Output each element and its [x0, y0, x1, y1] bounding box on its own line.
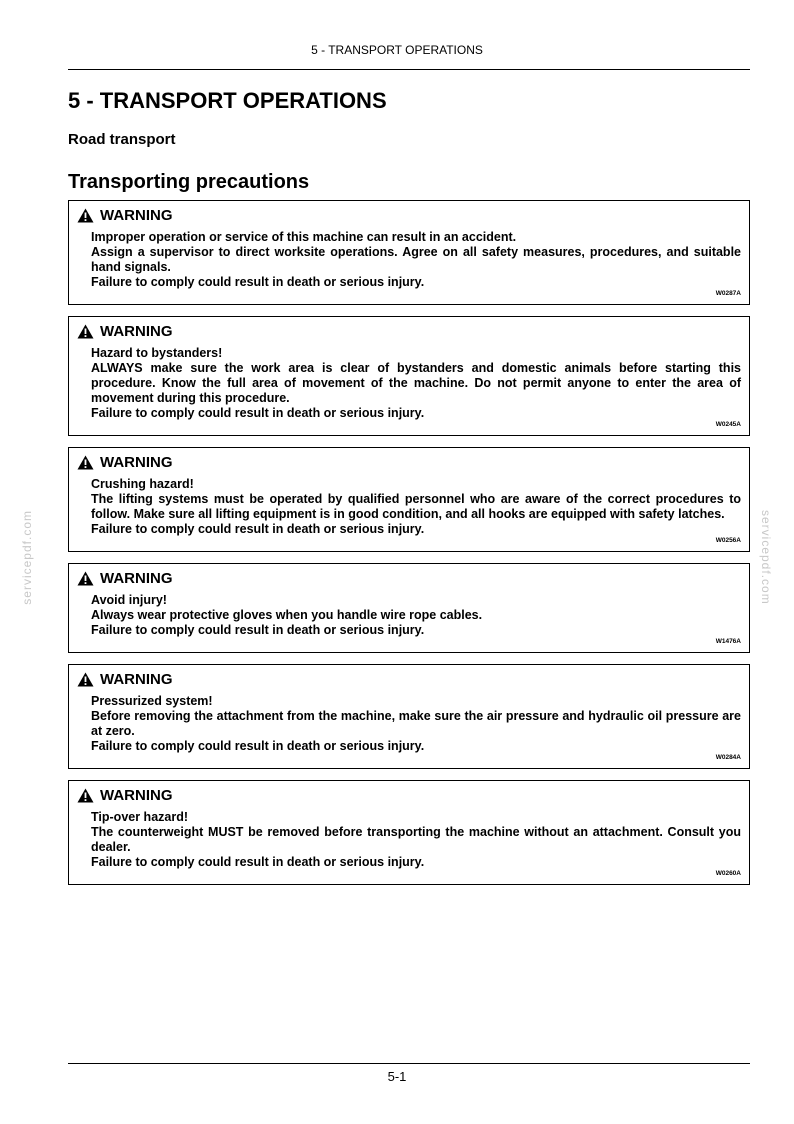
warning-line: Crushing hazard! — [91, 477, 194, 491]
header-divider — [68, 69, 750, 70]
warning-line: Before removing the attachment from the machine, make sure the air pressure and hydraulic oil pressure are at zero. — [91, 709, 741, 738]
warning-heading-text: WARNING — [100, 322, 173, 340]
warning-body — [91, 694, 741, 754]
warning-line: Hazard to bystanders! — [91, 346, 223, 360]
warning-body — [91, 477, 741, 537]
section-title: Road transport — [68, 131, 176, 148]
warning-list — [68, 200, 750, 896]
warning-body — [91, 346, 741, 421]
warning-heading — [77, 322, 741, 340]
watermark-right: servicepdf.com — [759, 510, 773, 605]
warning-line: Tip-over hazard! — [91, 810, 189, 824]
warning-line: Failure to comply could result in death or serious injury. — [91, 522, 425, 536]
warning-heading-text: WARNING — [100, 569, 173, 587]
warning-heading-text: WARNING — [100, 206, 173, 224]
warning-line: Failure to comply could result in death or serious injury. — [91, 275, 425, 289]
warning-box — [68, 780, 750, 885]
warning-box — [68, 447, 750, 552]
warning-triangle-icon — [77, 208, 94, 223]
warning-line: Failure to comply could result in death or serious injury. — [91, 855, 425, 869]
warning-box — [68, 664, 750, 769]
warning-line: The counterweight MUST be removed before transporting the machine without an attachment. Consult you dealer. — [91, 825, 741, 854]
warning-line: Avoid injury! — [91, 593, 167, 607]
warning-code: W0256A — [715, 537, 741, 544]
warning-heading-text: WARNING — [100, 786, 173, 804]
warning-line: Always wear protective gloves when you handle wire rope cables. — [91, 608, 483, 622]
warning-code: W0284A — [715, 754, 741, 761]
warning-triangle-icon — [77, 672, 94, 687]
warning-triangle-icon — [77, 455, 94, 470]
warning-line: ALWAYS make sure the work area is clear of bystanders and domestic animals before starting this procedure. Know the full area of movement of the machine. Do not permit anyone to enter the area of movement during this procedure. — [91, 361, 741, 405]
warning-heading — [77, 569, 741, 587]
warning-heading-text: WARNING — [100, 453, 173, 471]
warning-triangle-icon — [77, 788, 94, 803]
warning-line: Improper operation or service of this machine can result in an accident. — [91, 230, 517, 244]
warning-body — [91, 810, 741, 870]
running-header: 5 - TRANSPORT OPERATIONS — [311, 43, 483, 57]
warning-heading-text: WARNING — [100, 670, 173, 688]
warning-code: W0245A — [715, 421, 741, 428]
warning-heading — [77, 453, 741, 471]
warning-body — [91, 230, 741, 290]
warning-box — [68, 563, 750, 653]
warning-heading — [77, 670, 741, 688]
warning-line: Failure to comply could result in death or serious injury. — [91, 406, 425, 420]
warning-triangle-icon — [77, 571, 94, 586]
footer-divider — [68, 1063, 750, 1064]
warning-box — [68, 200, 750, 305]
sub-section-title: Transporting precautions — [68, 171, 310, 193]
watermark-left: servicepdf.com — [20, 510, 34, 605]
warning-line: Failure to comply could result in death or serious injury. — [91, 739, 425, 753]
warning-line: Failure to comply could result in death or serious injury. — [91, 623, 425, 637]
warning-box — [68, 316, 750, 436]
warning-code: W0287A — [715, 290, 741, 297]
warning-triangle-icon — [77, 324, 94, 339]
page-number: 5-1 — [387, 1069, 407, 1084]
warning-line: Assign a supervisor to direct worksite operations. Agree on all safety measures, procedures, and suitable hand signals. — [91, 245, 741, 274]
warning-line: Pressurized system! — [91, 694, 213, 708]
warning-body — [91, 593, 741, 638]
chapter-title: 5 - TRANSPORT OPERATIONS — [68, 88, 387, 113]
warning-code: W1476A — [715, 638, 741, 645]
warning-heading — [77, 206, 741, 224]
warning-heading — [77, 786, 741, 804]
warning-line: The lifting systems must be operated by qualified personnel who are aware of the correct procedures to follow. Make sure all lifting equipment is in good condition, and all hooks are equipped with safety latches. — [91, 492, 741, 521]
warning-code: W0260A — [715, 870, 741, 877]
